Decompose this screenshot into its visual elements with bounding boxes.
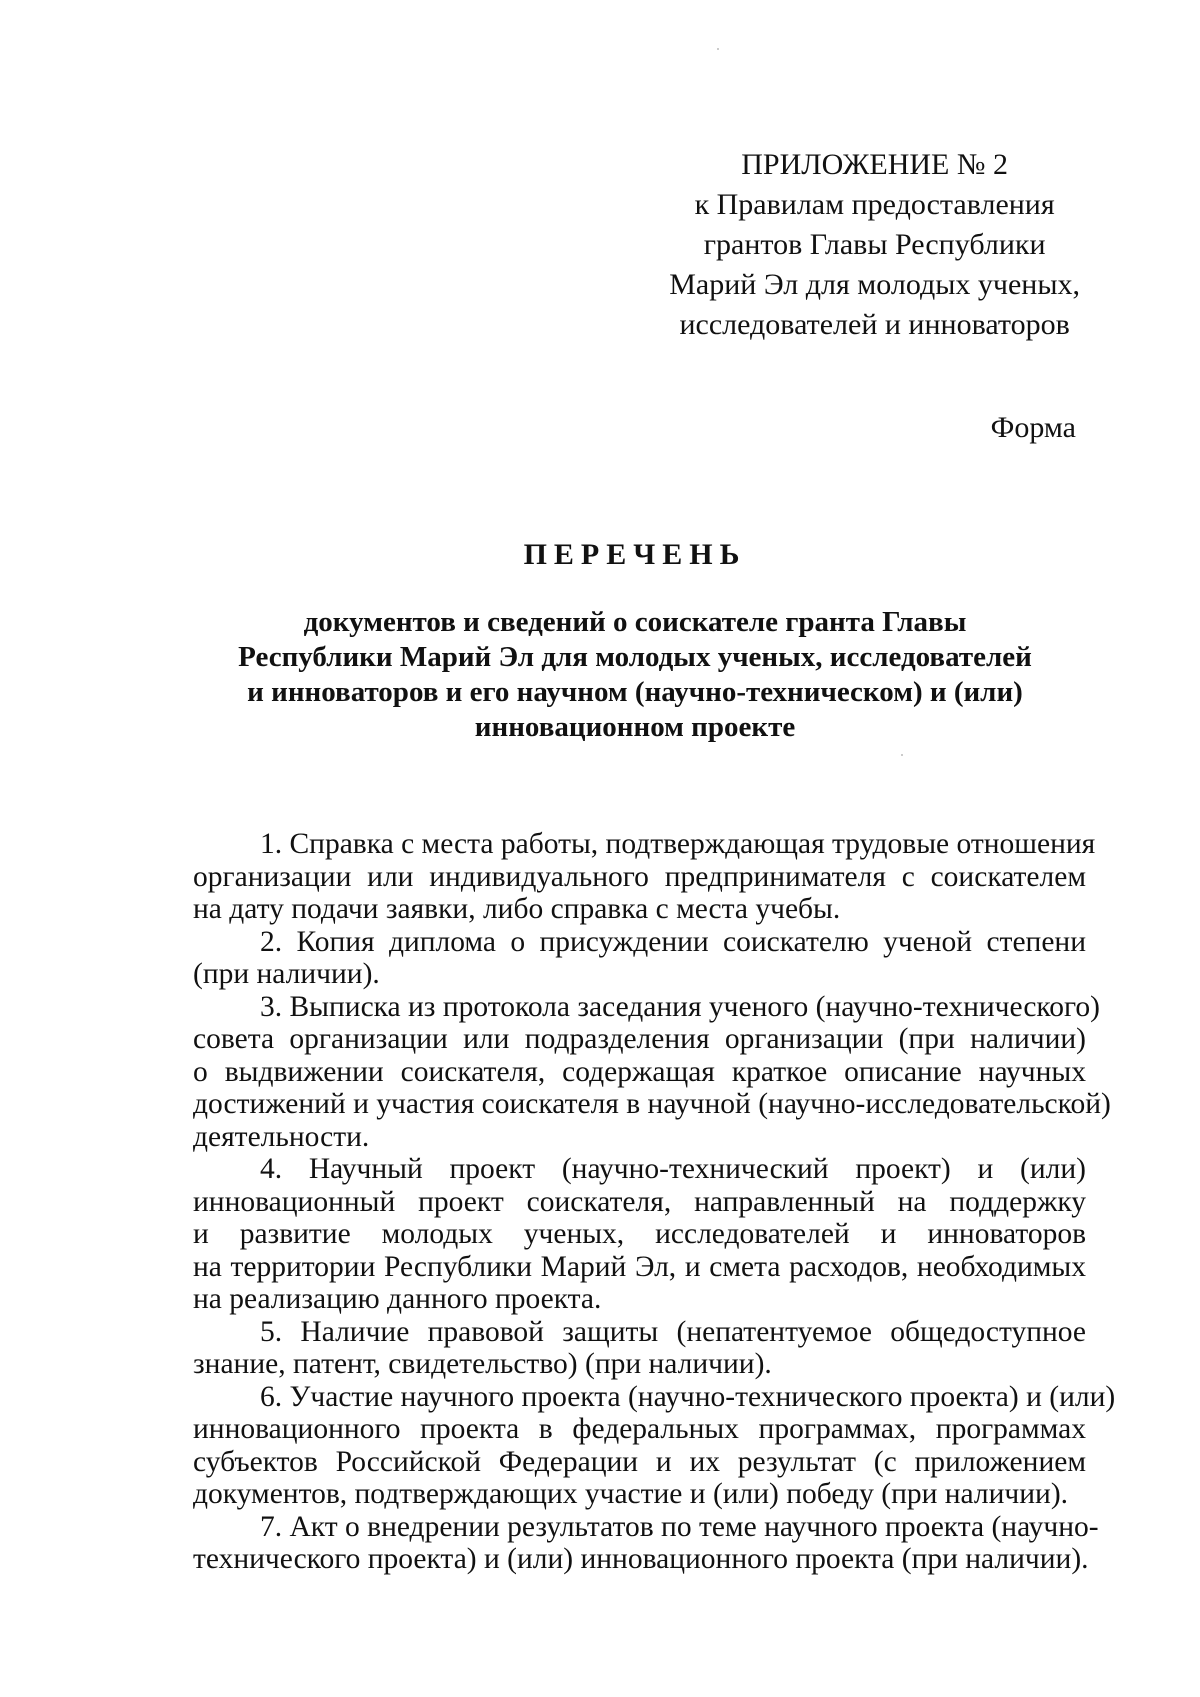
subtitle-line: и инноваторов и его научном (научно-техническом) и (или) bbox=[247, 676, 1023, 708]
item-line: 5. Наличие правовой защиты (непатентуемое общедоступное bbox=[260, 1315, 1086, 1348]
document-title: ПЕРЕЧЕНЬ bbox=[523, 538, 747, 571]
item-line: (при наличии). bbox=[193, 958, 380, 990]
item-line: достижений и участия соискателя в научной (научно-исследовательской) bbox=[193, 1088, 1111, 1120]
appendix-line: грантов Главы Республики bbox=[703, 228, 1046, 261]
list-item bbox=[193, 926, 1086, 991]
list-item bbox=[193, 1380, 1116, 1511]
item-line: 3. Выписка из протокола заседания ученого (научно-технического) bbox=[260, 990, 1100, 1023]
items-list bbox=[193, 828, 1116, 1576]
item-line: знание, патент, свидетельство) (при наличии). bbox=[193, 1348, 772, 1380]
item-line: совета организации или подразделения организации (при наличии) bbox=[193, 1023, 1086, 1055]
list-item bbox=[193, 1153, 1086, 1316]
item-line: технического проекта) и (или) инновационного проекта (при наличии). bbox=[193, 1543, 1089, 1575]
list-item bbox=[193, 828, 1096, 926]
item-line: 1. Справка с места работы, подтверждающая трудовые отношения bbox=[260, 828, 1096, 860]
document-subtitle bbox=[140, 605, 1130, 745]
item-line: 2. Копия диплома о присуждении соискателю ученой степени bbox=[260, 925, 1086, 958]
item-line: 6. Участие научного проекта (научно-технического проекта) и (или) bbox=[260, 1380, 1116, 1413]
appendix-header bbox=[669, 145, 1080, 345]
item-line: инновационный проект соискателя, направленный на поддержку bbox=[193, 1185, 1086, 1218]
item-line: организации или индивидуального предпринимателя с соискателем bbox=[193, 860, 1086, 893]
item-line: о выдвижении соискателя, содержащая краткое описание научных bbox=[193, 1055, 1086, 1088]
item-line: и развитие молодых ученых, исследователей и инноваторов bbox=[193, 1218, 1086, 1250]
item-line: деятельности. bbox=[193, 1120, 370, 1153]
item-line: 4. Научный проект (научно-технический проект) и (или) bbox=[260, 1153, 1086, 1185]
item-line: инновационного проекта в федеральных программах, программах bbox=[193, 1413, 1086, 1445]
subtitle-line: Республики Марий Эл для молодых ученых, исследователей bbox=[238, 641, 1032, 673]
item-line: на территории Республики Марий Эл, и смета расходов, необходимых bbox=[193, 1250, 1086, 1283]
appendix-line: к Правилам предоставления bbox=[694, 188, 1055, 221]
item-line: субъектов Российской Федерации и их результат (с приложением bbox=[193, 1445, 1086, 1478]
scan-speck bbox=[901, 754, 903, 756]
appendix-line: ПРИЛОЖЕНИЕ № 2 bbox=[741, 148, 1008, 181]
form-label: Форма bbox=[990, 411, 1076, 444]
list-item bbox=[193, 990, 1111, 1154]
list-item bbox=[193, 1510, 1099, 1576]
item-line: 7. Акт о внедрении результатов по теме научного проекта (научно- bbox=[260, 1510, 1099, 1543]
subtitle-line: инновационном проекте bbox=[474, 711, 796, 743]
scan-speck bbox=[717, 48, 719, 50]
appendix-line: исследователей и инноваторов bbox=[679, 308, 1070, 341]
list-item bbox=[193, 1316, 1086, 1381]
item-line: документов, подтверждающих участие и (или) победу (при наличии). bbox=[193, 1478, 1069, 1510]
appendix-line: Марий Эл для молодых ученых, bbox=[669, 268, 1080, 301]
subtitle-line: документов и сведений о соискателе гранта Главы bbox=[303, 606, 967, 638]
item-line: на дату подачи заявки, либо справка с места учебы. bbox=[193, 893, 841, 925]
item-line: на реализацию данного проекта. bbox=[193, 1283, 602, 1315]
